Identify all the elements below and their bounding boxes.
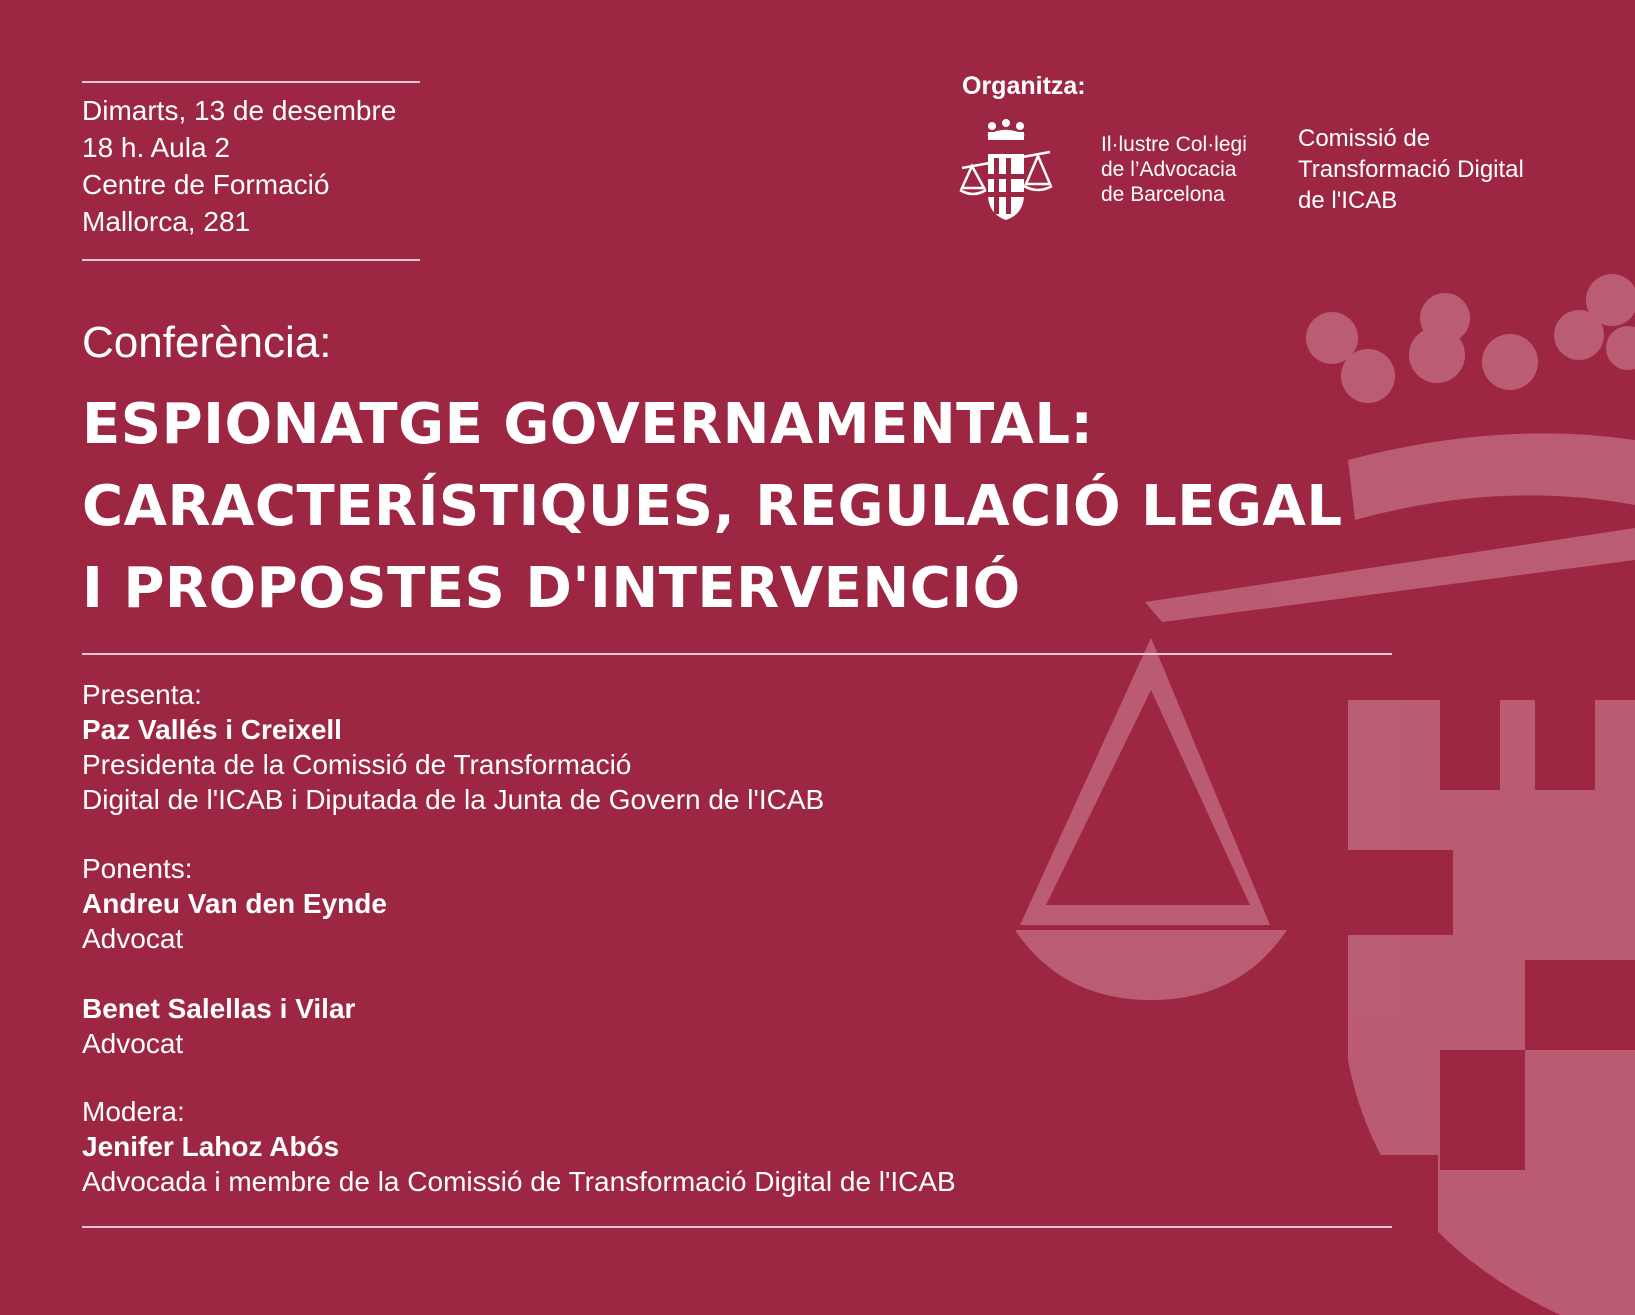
conference-title: [82, 384, 1343, 630]
title-line3: I PROPOSTES D'INTERVENCIÓ: [82, 556, 1021, 621]
speaker-role: Advocat: [82, 923, 184, 954]
icab-name-line3: de Barcelona: [1101, 183, 1225, 206]
event-date: Dimarts, 13 de desembre: [82, 95, 397, 126]
icab-name: [1101, 132, 1247, 207]
scale-bowl: [1015, 930, 1287, 1000]
event-venue: Centre de Formació: [82, 169, 330, 200]
event-info: [82, 92, 396, 240]
speakers-block: [82, 851, 387, 956]
shield-gap: [1535, 660, 1595, 790]
speakers-label: Ponents:: [82, 853, 193, 884]
speaker-block-2: [82, 991, 355, 1061]
moderator-block: [82, 1094, 956, 1199]
scale-pan-triangle: [1020, 638, 1270, 925]
info-bottom-rule: [82, 259, 420, 261]
shield-gap: [1525, 960, 1635, 1050]
moderator-name: Jenifer Lahoz Abós: [82, 1131, 340, 1162]
bottom-rule: [82, 1226, 1392, 1228]
title-line1: ESPIONATGE GOVERNAMENTAL:: [82, 392, 1094, 457]
event-time-room: 18 h. Aula 2: [82, 132, 230, 163]
presenter-role-line1: Presidenta de la Comissió de Transformació: [82, 749, 632, 780]
commission-line2: Transformació Digital: [1298, 156, 1524, 183]
commission-line3: de l'ICAB: [1298, 187, 1398, 214]
shield-gap: [1440, 1050, 1525, 1170]
icab-name-line2: de l’Advocacia: [1101, 158, 1237, 181]
commission-name: [1298, 123, 1524, 216]
organizer-label: Organitza:: [962, 72, 1086, 100]
title-line2: CARACTERÍSTIQUES, REGULACIÓ LEGAL: [82, 474, 1343, 539]
shield-gap: [1348, 1155, 1438, 1315]
crown-pearl: [1482, 334, 1538, 390]
title-rule: [82, 653, 1392, 655]
icab-name-line1: Il·lustre Col·legi: [1101, 133, 1247, 156]
icab-shield-logo: [958, 118, 1054, 222]
crown-band: [1348, 433, 1635, 520]
shield-gap: [1440, 660, 1500, 790]
speaker-role: Advocat: [82, 1028, 184, 1059]
speaker-name: Benet Salellas i Vilar: [82, 993, 356, 1024]
event-address: Mallorca, 281: [82, 206, 251, 237]
conference-label: Conferència:: [82, 318, 332, 367]
presenter-label: Presenta:: [82, 679, 202, 710]
crown-pearl: [1420, 293, 1470, 343]
shield-gap: [1348, 850, 1453, 935]
crown-pearl: [1341, 349, 1395, 403]
moderator-role: Advocada i membre de la Comissió de Transformació Digital de l'ICAB: [82, 1166, 956, 1197]
moderator-label: Modera:: [82, 1096, 185, 1127]
presenter-role-line2: Digital de l'ICAB i Diputada de la Junta de Govern de l'ICAB: [82, 784, 825, 815]
commission-line1: Comissió de: [1298, 125, 1431, 152]
info-top-rule: [82, 81, 420, 83]
speaker-name: Andreu Van den Eynde: [82, 888, 387, 919]
presenter-block: [82, 677, 824, 817]
presenter-name: Paz Vallés i Creixell: [82, 714, 342, 745]
crown-pearl: [1606, 326, 1635, 370]
